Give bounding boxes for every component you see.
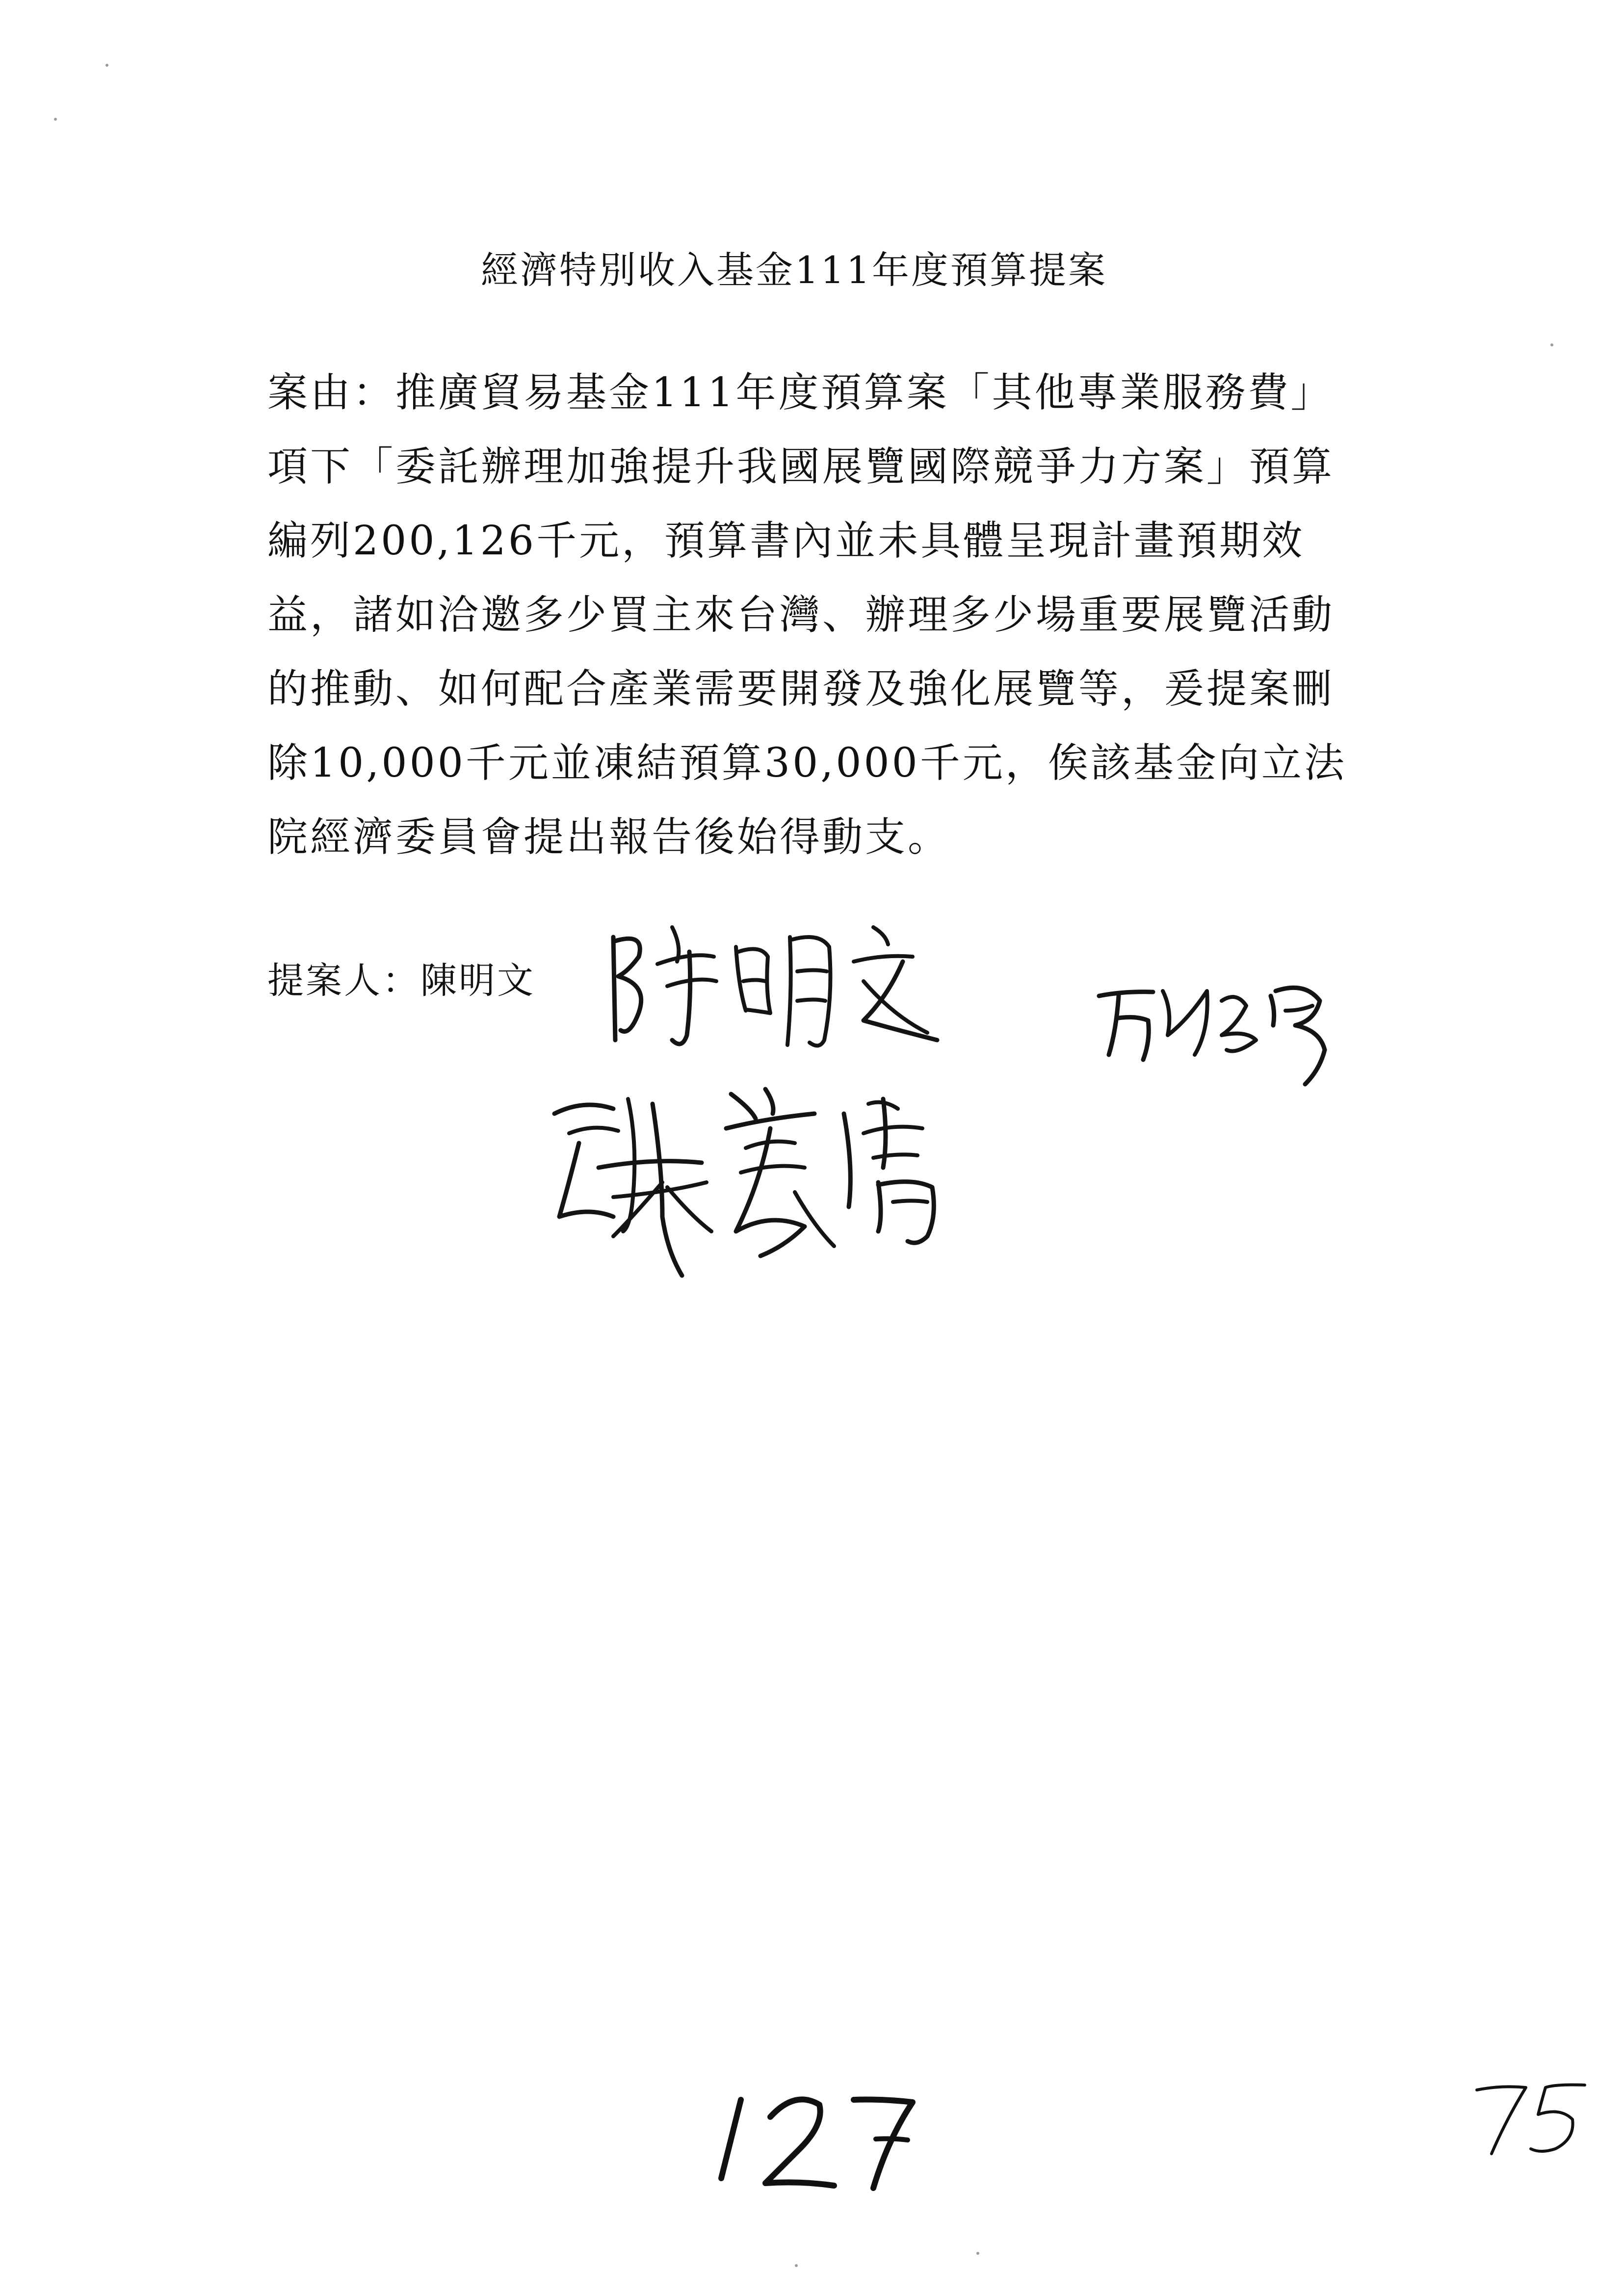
signature-1 <box>599 917 942 1070</box>
proposer-label: 提案人：陳明文 <box>267 960 535 1002</box>
scan-speck <box>105 64 108 67</box>
scan-speck <box>795 2264 798 2267</box>
scan-speck <box>976 2252 979 2255</box>
body-line: 項下「委託辦理加強提升我國展覽國際競爭力方案」預算 <box>267 444 1335 490</box>
body-line: 除10,000千元並凍結預算30,000千元，俟該基金向立法 <box>267 740 1347 786</box>
scan-speck <box>54 118 57 121</box>
body-line: 院經濟委員會提出報告後始得動支。 <box>267 814 951 861</box>
signature-3 <box>540 1070 971 1295</box>
body-line: 案由：推廣貿易基金111年度預算案「其他專業服務費」 <box>267 369 1334 416</box>
handwritten-page-number <box>707 2080 932 2193</box>
document-title: 經濟特別收入基金111年度預算提案 <box>481 248 1108 292</box>
body-line: 益，諸如洽邀多少買主來台灣、辦理多少場重要展覽活動 <box>267 592 1335 638</box>
body-line: 的推動、如何配合產業需要開發及強化展覽等，爰提案刪 <box>267 666 1335 712</box>
signature-2 <box>1089 971 1344 1084</box>
scan-speck <box>1550 343 1553 346</box>
body-line: 編列200,126千元，預算書內並未具體呈現計畫預期效 <box>267 518 1305 564</box>
proposal-body <box>267 356 1371 874</box>
handwritten-corner-number <box>1467 2075 1599 2159</box>
